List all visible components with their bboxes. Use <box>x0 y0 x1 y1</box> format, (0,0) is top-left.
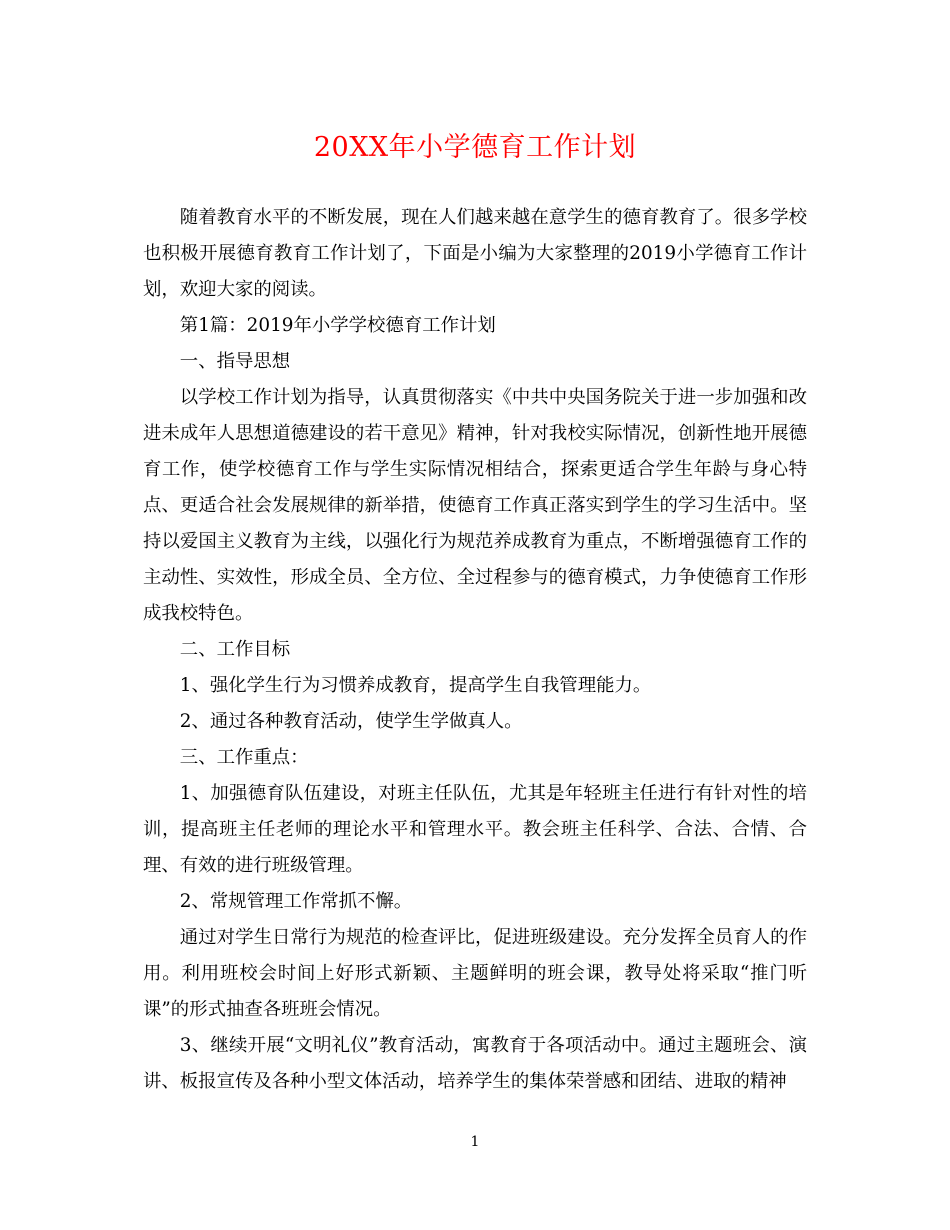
heading-work-focus: 三、工作重点： <box>179 747 309 768</box>
document-body <box>143 200 807 1100</box>
page-number: 1 <box>470 1134 480 1150</box>
intro-paragraph: 随着教育水平的不断发展，现在人们越来越在意学生的德育教育了。很多学校也积极开展德育教育工作计划了，下面是小编为大家整理的2019小学德育工作计划，欢迎大家的阅读。 <box>143 207 807 300</box>
work-focus-item-1: 1、加强德育队伍建设，对班主任队伍，尤其是年轻班主任进行有针对性的培训，提高班主任老师的理论水平和管理水平。教会班主任科学、合法、合情、合理、有效的进行班级管理。 <box>143 783 807 876</box>
section-heading-part-1: 第1篇：2019年小学学校德育工作计划 <box>179 315 496 336</box>
work-focus-item-2-detail: 通过对学生日常行为规范的检查评比，促进班级建设。充分发挥全员育人的作用。利用班校会时间上好形式新颖、主题鲜明的班会课，教导处将采取“推门听课”的形式抽查各班班会情况。 <box>143 927 807 1020</box>
document-title: 20XX年小学德育工作计划 <box>313 132 637 163</box>
work-goal-item-2: 2、通过各种教育活动，使学生学做真人。 <box>179 711 523 732</box>
work-focus-item-3: 3、继续开展“文明礼仪”教育活动，寓教育于各项活动中。通过主题班会、演讲、板报宣传及各种小型文体活动，培养学生的集体荣誉感和团结、进取的精神 <box>143 1035 807 1092</box>
work-focus-item-2: 2、常规管理工作常抓不懈。 <box>179 891 413 912</box>
work-goal-item-1: 1、强化学生行为习惯养成教育，提高学生自我管理能力。 <box>179 675 652 696</box>
heading-guiding-ideology: 一、指导思想 <box>179 351 291 372</box>
guiding-ideology-paragraph: 以学校工作计划为指导，认真贯彻落实《中共中央国务院关于进一步加强和改进未成年人思想道德建设的若干意见》精神，针对我校实际情况，创新性地开展德育工作，使学校德育工作与学生实际情况相结合，探索更适合学生年龄与身心特点、更适合社会发展规律的新举措，使德育工作真正落实到学生的学习生活中。坚持以爱国主义教育为主线，以强化行为规范养成教育为重点，不断增强德育工作的主动性、实效性，形成全员、全方位、全过程参与的德育模式，力争使德育工作形成我校特色。 <box>143 387 807 624</box>
heading-work-goals: 二、工作目标 <box>179 639 291 660</box>
